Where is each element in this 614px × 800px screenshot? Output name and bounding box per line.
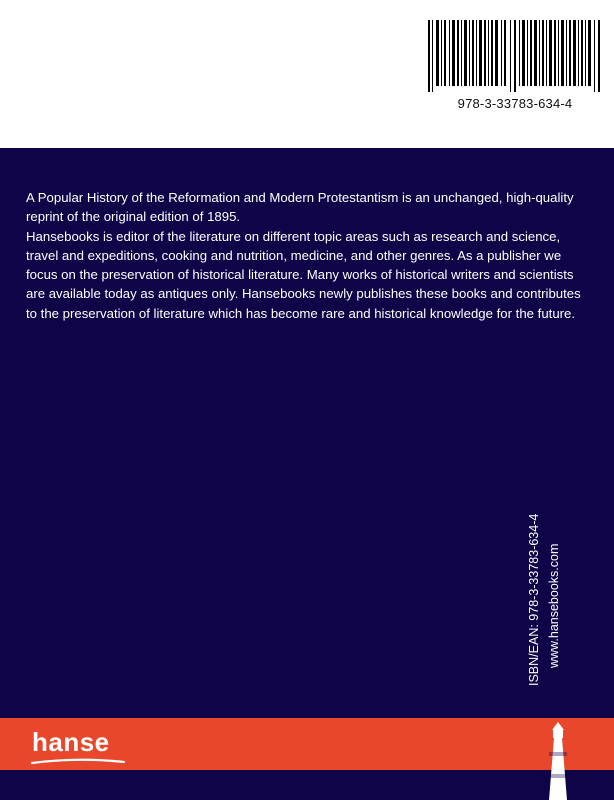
top-white-band	[0, 0, 614, 148]
logo-swoosh-icon	[30, 758, 126, 766]
barcode-isbn-label: 978-3-33783-634-4	[457, 96, 573, 111]
barcode	[426, 20, 604, 126]
description-paragraph-2: Hansebooks is editor of the literature on different topic areas such as research and science, travel and expeditions, cooking and nutrition, medicine, and other genres. As a publisher we focus on the preservation of historical literature. Many works of historical writers and scientists are available today as antiques only. Hansebooks newly publishes these books and contributes to the preservation of literature which has become rare and historical knowledge for the future.	[26, 228, 581, 321]
description-paragraph-1: A Popular History of the Reformation and Modern Protestantism is an unchanged, high-quality reprint of the original edition of 1895.	[26, 190, 574, 225]
lighthouse-icon	[540, 708, 576, 800]
book-description	[26, 188, 586, 323]
vertical-imprint	[527, 488, 567, 686]
publisher-logo: hanse	[32, 727, 110, 757]
barcode-icon	[426, 20, 604, 92]
vertical-website: www.hansebooks.com	[547, 543, 561, 668]
vertical-isbn-line: ISBN/EAN: 978-3-33783-634-4	[527, 513, 541, 686]
